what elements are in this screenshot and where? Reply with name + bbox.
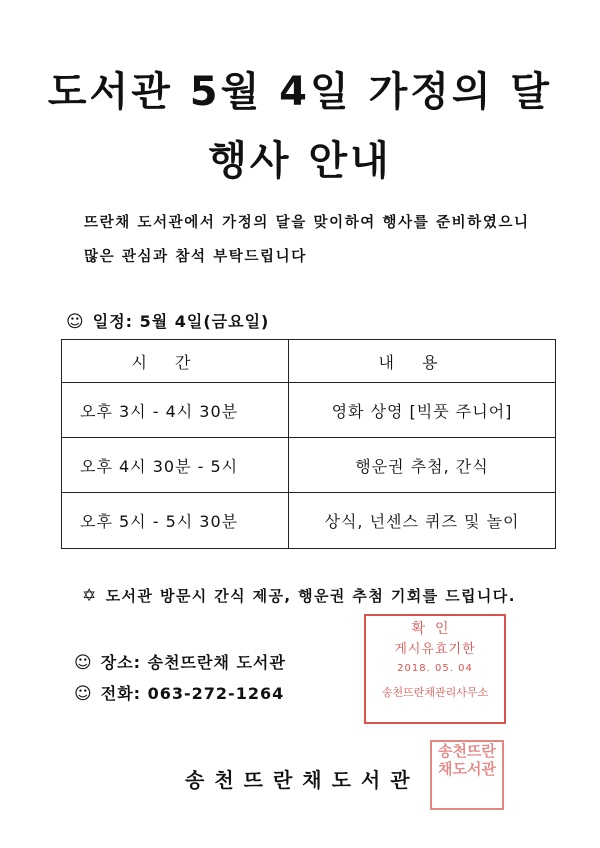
place-text: 장소: 송천뜨란채 도서관 (100, 653, 286, 672)
notice (82, 585, 516, 606)
stamp-office: 송천뜨란채관리사무소 (381, 686, 489, 699)
phone-text: 전화: 063-272-1264 (100, 684, 285, 703)
stamp-valid-period: 게시유효기한 (394, 642, 476, 657)
intro-line-1: 뜨란채 도서관에서 가정의 달을 맞이하여 행사를 준비하였으니 (84, 215, 530, 231)
official-seal (430, 740, 504, 810)
table-row (62, 383, 556, 438)
row-content: 상식, 넌센스 퀴즈 및 놀이 (289, 493, 556, 549)
place-line (74, 650, 286, 673)
header-content: 내용 (289, 340, 556, 383)
schedule-label: 일정: 5월 4일(금요일) (92, 312, 270, 331)
schedule-table (61, 339, 556, 549)
smiley-icon: ☺ (74, 653, 93, 673)
smiley-icon: ☺ (74, 684, 93, 704)
star-of-david-icon: ✡ (82, 586, 98, 606)
table-header-row (62, 340, 556, 383)
row-time: 오후 5시 - 5시 30분 (62, 493, 289, 549)
title-line-1: 도서관 5월 4일 가정의 달 (47, 69, 553, 115)
schedule-heading (66, 309, 269, 332)
table-row (62, 493, 556, 549)
row-content: 영화 상영 [빅풋 주니어] (289, 383, 556, 438)
intro-line-2: 많은 관심과 참석 부탁드립니다 (84, 249, 307, 265)
row-time: 오후 4시 30분 - 5시 (62, 438, 289, 493)
title-line-2: 행사 안내 (208, 138, 392, 184)
stamp-confirm: 확인 (411, 621, 459, 637)
stamp-date: 2018. 05. 04 (397, 663, 473, 674)
table-row (62, 438, 556, 493)
approval-stamp (364, 614, 506, 724)
footer-organization: 송천뜨란채도서관 (185, 768, 420, 792)
header-time: 시간 (62, 340, 289, 383)
row-content: 행운권 추첨, 간식 (289, 438, 556, 493)
row-time: 오후 3시 - 4시 30분 (62, 383, 289, 438)
seal-text: 송천뜨란채도서관 (438, 742, 496, 778)
notice-text: 도서관 방문시 간식 제공, 행운권 추첨 기회를 드립니다. (105, 587, 516, 605)
phone-line (74, 681, 284, 704)
smiley-icon: ☺ (66, 312, 85, 332)
